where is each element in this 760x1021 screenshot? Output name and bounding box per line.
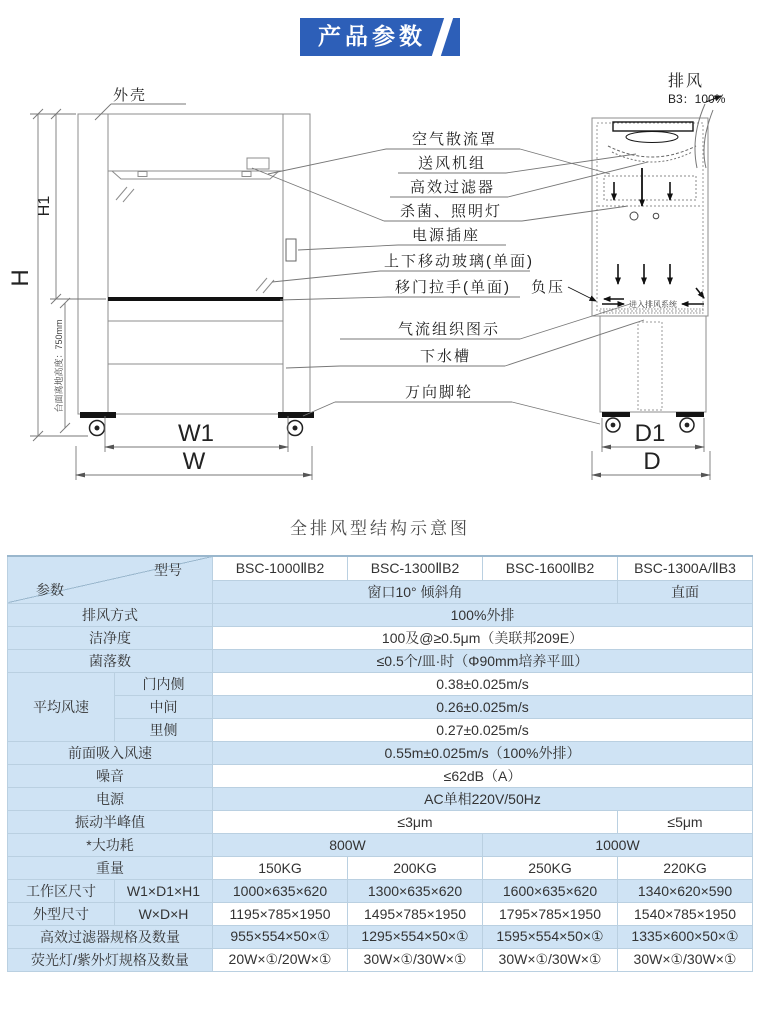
row-value: 250KG bbox=[483, 856, 618, 879]
row-value: 100及@≥0.5μm（美联邦209E） bbox=[213, 626, 753, 649]
row-value: 1540×785×1950 bbox=[618, 902, 753, 925]
table-row bbox=[8, 649, 753, 672]
caster-label: 万向脚轮 bbox=[405, 384, 474, 401]
row-value: 1495×785×1950 bbox=[348, 902, 483, 925]
hepa-filter-label: 高效过滤器 bbox=[410, 179, 496, 196]
corner-cell bbox=[8, 556, 213, 603]
row-formula: W×D×H bbox=[115, 902, 213, 925]
row-label: 电源 bbox=[8, 787, 213, 810]
glass-marks bbox=[116, 187, 274, 293]
row-label: 工作区尺寸 bbox=[8, 879, 115, 902]
table-row bbox=[8, 764, 753, 787]
section-title-badge bbox=[300, 18, 460, 56]
cabinet-outline bbox=[78, 114, 310, 414]
row-value: 1000W bbox=[483, 833, 753, 856]
window-straight-cell: 直面 bbox=[618, 580, 753, 603]
power-socket-shape bbox=[286, 239, 296, 261]
drain-label: 下水槽 bbox=[420, 348, 472, 365]
row-label: 排风方式 bbox=[8, 603, 213, 626]
row-value: 200KG bbox=[348, 856, 483, 879]
row-label: 振动半峰值 bbox=[8, 810, 213, 833]
airflow-label: 气流组织图示 bbox=[398, 321, 501, 338]
dim-d1-label: D1 bbox=[634, 420, 666, 447]
row-value: 30W×①/30W×① bbox=[618, 948, 753, 971]
table-row bbox=[8, 810, 753, 833]
socket-label: 电源插座 bbox=[412, 227, 481, 244]
air-diffuser-label: 空气散流罩 bbox=[412, 131, 498, 148]
row-value: 100%外排 bbox=[213, 603, 753, 626]
table-row bbox=[8, 556, 753, 580]
front-view-drawing bbox=[78, 114, 314, 436]
row-value: ≤0.5个/皿·时（Φ90mm培养平皿） bbox=[213, 649, 753, 672]
row-value: 1000×635×620 bbox=[213, 879, 348, 902]
row-label: 外型尺寸 bbox=[8, 902, 115, 925]
row-value: 30W×①/30W×① bbox=[348, 948, 483, 971]
sub-row-label: 门内侧 bbox=[115, 672, 213, 695]
row-label: 荧光灯/紫外灯规格及数量 bbox=[8, 948, 213, 971]
table-row bbox=[8, 741, 753, 764]
structure-diagram bbox=[0, 56, 760, 508]
row-label: 洁净度 bbox=[8, 626, 213, 649]
row-label: 重量 bbox=[8, 856, 213, 879]
model-name: BSC-1000ⅡB2 bbox=[213, 556, 348, 580]
table-row bbox=[8, 787, 753, 810]
model-name: BSC-1300A/ⅡB3 bbox=[618, 556, 753, 580]
dim-d-label: D bbox=[643, 448, 661, 475]
into-exhaust-label: 进入排风系统 bbox=[629, 300, 677, 309]
row-value: ≤3μm bbox=[213, 810, 618, 833]
table-row bbox=[8, 856, 753, 879]
sub-row-label: 中间 bbox=[115, 695, 213, 718]
section-header bbox=[0, 0, 760, 56]
row-label: *大功耗 bbox=[8, 833, 213, 856]
diagram-caption: 全排风型结构示意图 bbox=[290, 519, 470, 538]
row-value: 800W bbox=[213, 833, 483, 856]
table-row bbox=[8, 672, 753, 695]
table-row bbox=[8, 879, 753, 902]
row-value: 1595×554×50×① bbox=[483, 925, 618, 948]
negative-pressure-label: 负压 bbox=[531, 279, 566, 296]
row-value: 0.38±0.025m/s bbox=[213, 672, 753, 695]
section-title: 产品参数 bbox=[318, 23, 426, 49]
row-value: 30W×①/30W×① bbox=[483, 948, 618, 971]
airflow-arrows bbox=[602, 168, 704, 304]
dim-h-label: H bbox=[7, 269, 34, 287]
row-value: 0.27±0.025m/s bbox=[213, 718, 753, 741]
row-value: 1600×635×620 bbox=[483, 879, 618, 902]
spec-table bbox=[7, 555, 753, 972]
row-label: 高效过滤器规格及数量 bbox=[8, 925, 213, 948]
row-value: 150KG bbox=[213, 856, 348, 879]
fan-unit-label: 送风机组 bbox=[418, 155, 487, 172]
row-value: 1195×785×1950 bbox=[213, 902, 348, 925]
sub-row-label: 里侧 bbox=[115, 718, 213, 741]
dim-w1-label: W1 bbox=[178, 420, 214, 447]
model-name: BSC-1300ⅡB2 bbox=[348, 556, 483, 580]
row-value: 0.55m±0.025m/s（100%外排） bbox=[213, 741, 753, 764]
row-value: ≤62dB（A） bbox=[213, 764, 753, 787]
table-row bbox=[8, 925, 753, 948]
row-value: 1295×554×50×① bbox=[348, 925, 483, 948]
side-view-drawing bbox=[592, 96, 721, 432]
air-diffuser-bar bbox=[112, 171, 279, 179]
table-row bbox=[8, 718, 753, 741]
row-value: AC单相220V/50Hz bbox=[213, 787, 753, 810]
exhaust-duct bbox=[638, 322, 662, 410]
table-row bbox=[8, 902, 753, 925]
model-name: BSC-1600ⅡB2 bbox=[483, 556, 618, 580]
row-value: 1340×620×590 bbox=[618, 879, 753, 902]
door-handle-label: 移门拉手(单面) bbox=[395, 279, 511, 296]
window-tilt-cell: 窗口10° 倾斜角 bbox=[213, 580, 618, 603]
row-label: 平均风速 bbox=[8, 672, 115, 741]
row-value: ≤5μm bbox=[618, 810, 753, 833]
table-row bbox=[8, 626, 753, 649]
shell-label: 外壳 bbox=[113, 87, 148, 104]
exhaust-label: 排风 bbox=[668, 73, 705, 90]
table-row bbox=[8, 833, 753, 856]
row-value: 955×554×50×① bbox=[213, 925, 348, 948]
callout-lines bbox=[95, 104, 648, 424]
fan-shape bbox=[626, 132, 678, 143]
exhaust-rate-label: B3：100% bbox=[668, 92, 726, 106]
corner-param-label: 参数 bbox=[36, 581, 64, 598]
dim-w-label: W bbox=[182, 448, 206, 475]
badge-slash-decoration bbox=[429, 18, 455, 56]
moving-glass-label: 上下移动玻璃(单面) bbox=[384, 253, 534, 270]
row-value: 20W×①/20W×① bbox=[213, 948, 348, 971]
table-row bbox=[8, 695, 753, 718]
dim-h1-label: H1 bbox=[36, 195, 53, 217]
row-label: 前面吸入风速 bbox=[8, 741, 213, 764]
corner-model-label: 型号 bbox=[154, 562, 182, 578]
row-label: 菌落数 bbox=[8, 649, 213, 672]
row-value: 1300×635×620 bbox=[348, 879, 483, 902]
row-value: 220KG bbox=[618, 856, 753, 879]
table-row bbox=[8, 603, 753, 626]
row-label: 噪音 bbox=[8, 764, 213, 787]
row-value: 1335×600×50×① bbox=[618, 925, 753, 948]
bench-height-label: 台面离地高度：750mm bbox=[54, 319, 64, 413]
lamp-label: 杀菌、照明灯 bbox=[400, 203, 503, 220]
row-value: 1795×785×1950 bbox=[483, 902, 618, 925]
table-row bbox=[8, 948, 753, 971]
lamp-box bbox=[247, 158, 269, 169]
row-formula: W1×D1×H1 bbox=[115, 879, 213, 902]
row-value: 0.26±0.025m/s bbox=[213, 695, 753, 718]
